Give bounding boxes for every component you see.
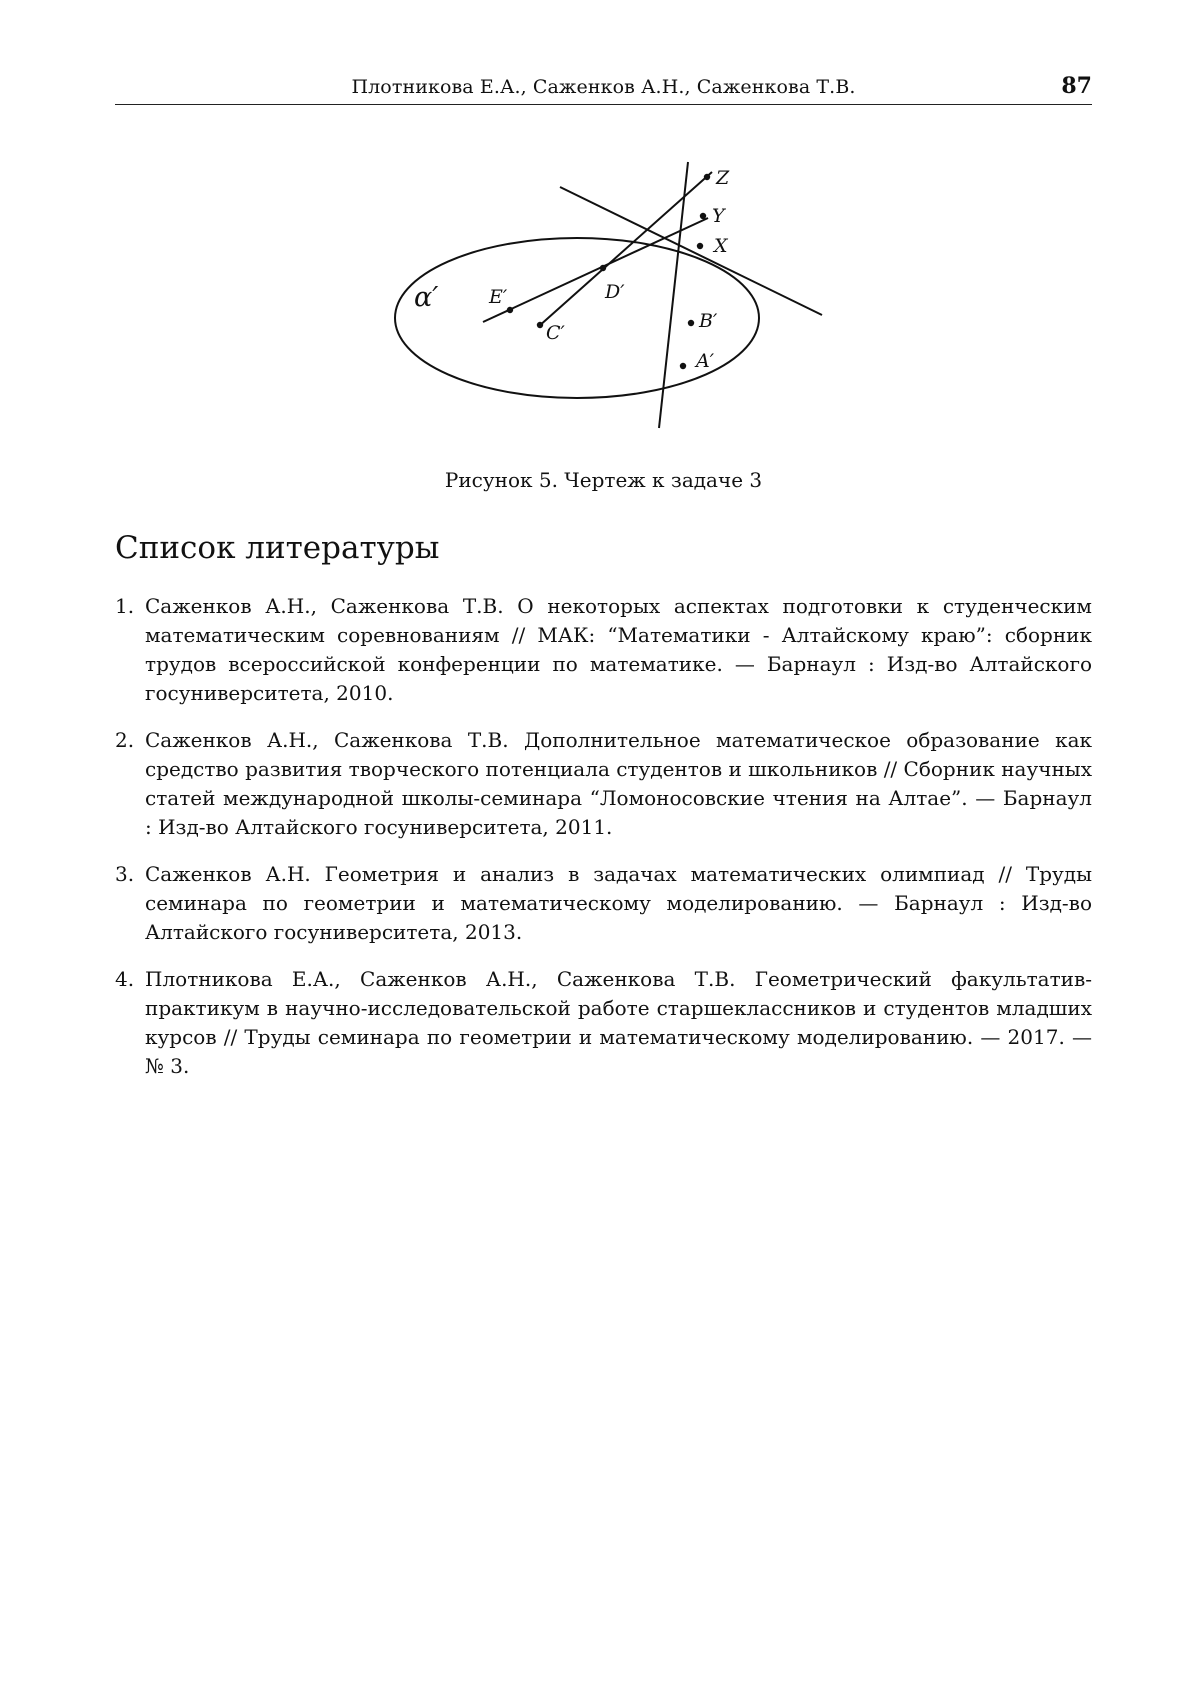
geometry-diagram (380, 160, 840, 440)
reference-number: 2. (115, 728, 135, 752)
reference-text: Плотникова Е.А., Саженков А.Н., Саженкова Т.В. Геометрический факультатив-практикум в научно-исследовательской работе старшеклассников и студентов младших курсов // Труды семинара по геометрии и математическому моделированию. — 2017. — № 3. (145, 967, 1092, 1078)
label-b: B′ (699, 310, 718, 332)
line-abxyz (659, 162, 688, 428)
point-a (680, 363, 686, 369)
point-e (507, 307, 513, 313)
point-y (700, 213, 706, 219)
line-through-x (560, 187, 822, 315)
label-a: A′ (696, 350, 715, 372)
reference-number: 4. (115, 967, 135, 991)
point-x (697, 243, 703, 249)
label-c: C′ (546, 322, 565, 344)
header-rule (115, 104, 1092, 105)
point-z (704, 174, 710, 180)
label-e: E′ (489, 286, 508, 308)
running-head (115, 73, 1092, 106)
figure-drawing (380, 160, 840, 440)
point-c (537, 322, 543, 328)
label-x: X (714, 235, 728, 257)
label-d: D′ (605, 281, 625, 303)
point-b (688, 320, 694, 326)
reference-list (115, 592, 1092, 1099)
running-head-authors: Плотникова Е.А., Саженков А.Н., Саженкова Т.В. (351, 76, 856, 98)
reference-item (115, 965, 1092, 1081)
label-alpha: α′ (414, 282, 439, 313)
section-title: Список литературы (115, 530, 440, 566)
reference-text: Саженков А.Н., Саженкова Т.В. Дополнительное математическое образование как средство развития творческого потенциала студентов и школьников // Сборник научных статей международной школы-семинара “Ломоносовские чтения на Алтае”. — Барнаул : Изд-во Алтайского госуниверситета, 2011. (145, 728, 1093, 839)
line-ey (483, 218, 708, 322)
page-number: 87 (1061, 73, 1092, 99)
reference-number: 1. (115, 594, 135, 618)
reference-item (115, 726, 1092, 842)
figure-caption: Рисунок 5. Чертеж к задаче 3 (444, 468, 763, 492)
reference-item (115, 592, 1092, 708)
reference-number: 3. (115, 862, 135, 886)
reference-text: Саженков А.Н. Геометрия и анализ в задачах математических олимпиад // Труды семинара по геометрии и математическому моделированию. — Барнаул : Изд-во Алтайского госуниверситета, 2013. (145, 862, 1092, 944)
point-d (600, 265, 606, 271)
label-z: Z (716, 167, 730, 189)
reference-text: Саженков А.Н., Саженкова Т.В. О некоторых аспектах подготовки к студенческим математическим соревнованиям // МАК: “Математики - Алтайскому краю”: сборник трудов всероссийской конференции по математике. — Барнаул : Изд-во Алтайского госуниверситета, 2010. (145, 594, 1092, 705)
reference-item (115, 860, 1092, 947)
label-y: Y (712, 205, 725, 227)
